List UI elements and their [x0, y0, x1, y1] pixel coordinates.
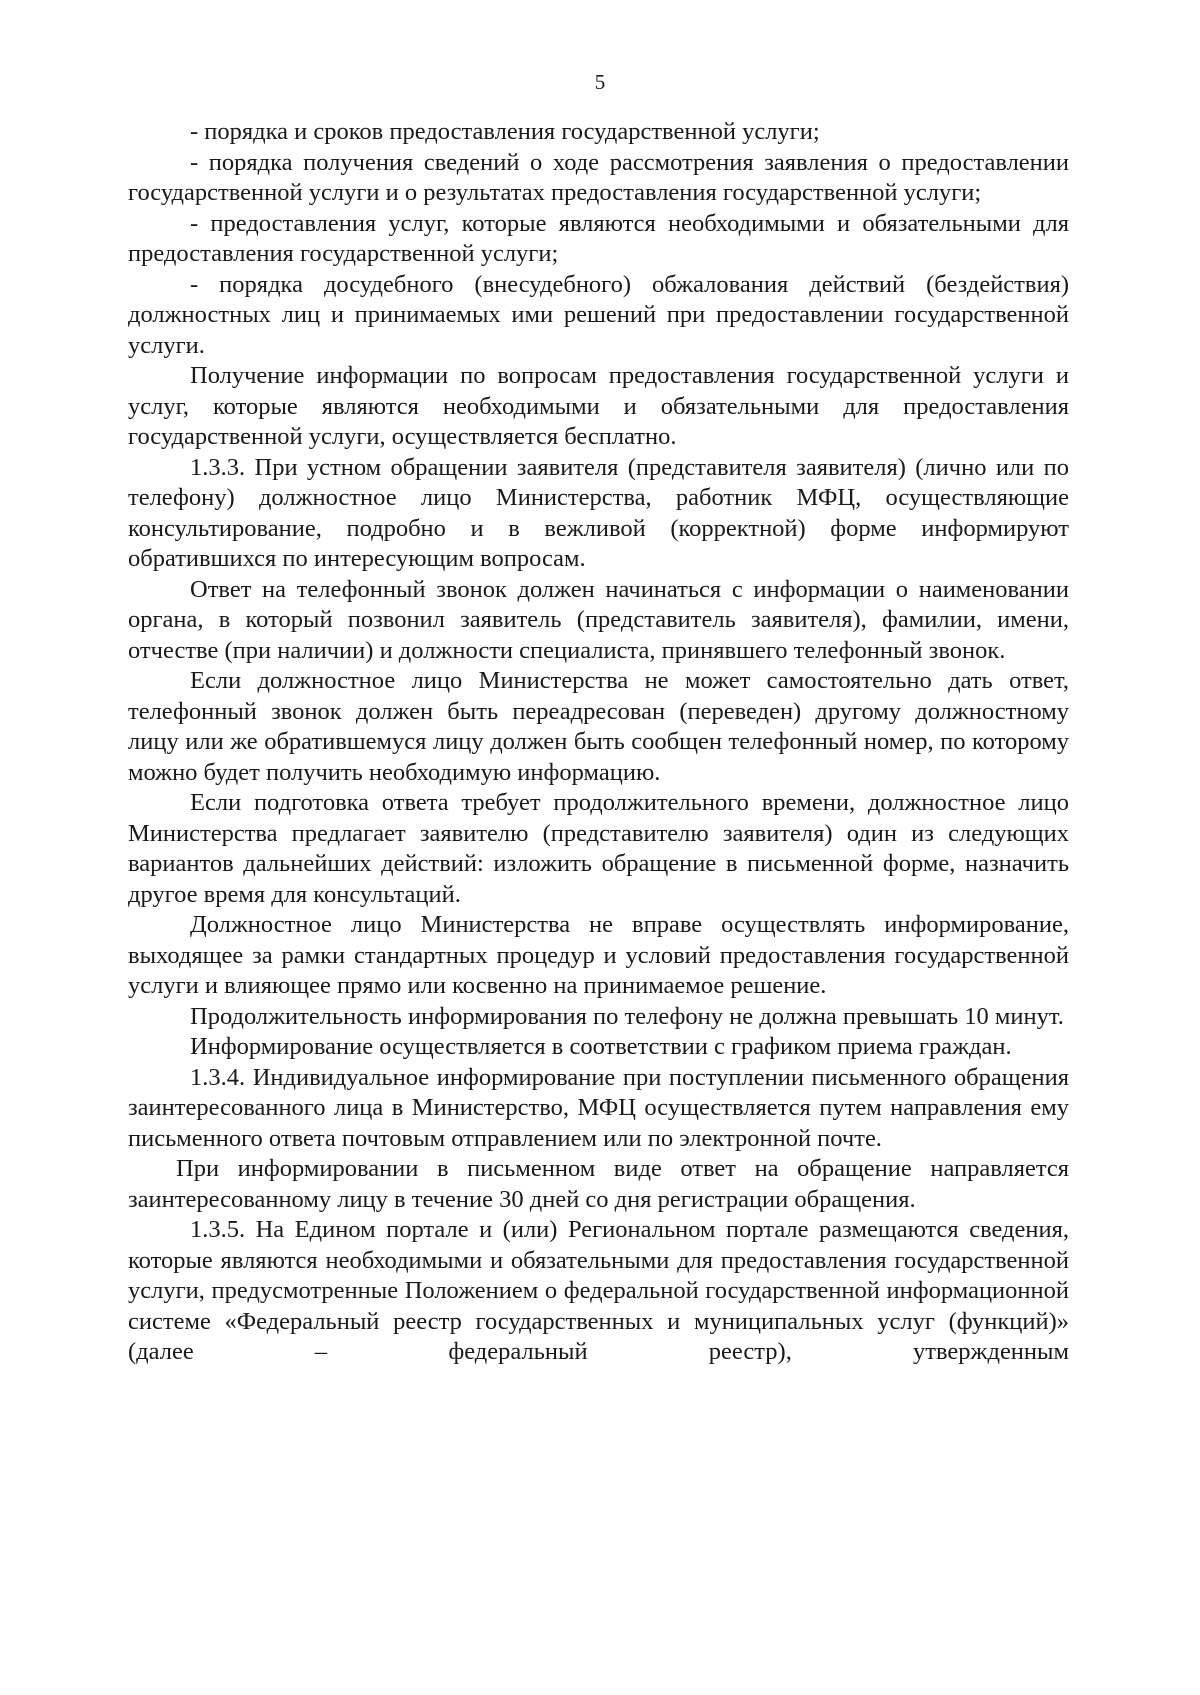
paragraph-2: - порядка получения сведений о ходе рассмотрения заявления о предоставлении государственной услуги и о результатах предоставления государственной услуги; — [128, 148, 1069, 206]
paragraph-14: При информировании в письменном виде ответ на обращение направляется заинтересованному лицу в течение 30 дней со дня регистрации обращения. — [128, 1155, 1069, 1213]
paragraph-5: Получение информации по вопросам предоставления государственной услуги и услуг, которые являются необходимыми и обязательными для предоставления государственной услуги, осуществляется бесплатно. — [128, 362, 1069, 450]
paragraph-13: 1.3.4. Индивидуальное информирование при поступлении письменного обращения заинтересованного лица в Министерство, МФЦ осуществляется путем направления ему письменного ответа почтовым отправлением или по электронной почте. — [128, 1063, 1069, 1152]
paragraph-6: 1.3.3. При устном обращении заявителя (представителя заявителя) (лично или по телефону) должностное лицо Министерства, работник МФЦ, осуществляющие консультирование, подробно и в вежливой (корректной) форме информируют обратившихся по интересующим вопросам. — [128, 453, 1069, 572]
document-body — [128, 117, 1069, 1368]
paragraph-3: - предоставления услуг, которые являются необходимыми и обязательными для предоставления государственной услуги; — [128, 209, 1069, 267]
paragraph-15: 1.3.5. На Едином портале и (или) Региональном портале размещаются сведения, которые являются необходимыми и обязательными для предоставления государственной услуги, предусмотренные Положением о федеральной государственной информационной системе «Федеральный реестр государственных и муниципальных услуг (функций)» (далее – федеральный реестр), утвержденным — [128, 1216, 1069, 1365]
paragraph-7: Ответ на телефонный звонок должен начинаться с информации о наименовании органа, в который позвонил заявитель (представитель заявителя), фамилии, имени, отчестве (при наличии) и должности специалиста, принявшего телефонный звонок. — [128, 575, 1069, 664]
paragraph-10: Должностное лицо Министерства не вправе осуществлять информирование, выходящее за рамки стандартных процедур и условий предоставления государственной услуги и влияющее прямо или косвенно на принимаемое решение. — [128, 911, 1069, 999]
paragraph-9: Если подготовка ответа требует продолжительного времени, должностное лицо Министерства предлагает заявителю (представителю заявителя) один из следующих вариантов дальнейших действий: изложить обращение в письменной форме, назначить другое время для консультаций. — [128, 789, 1069, 908]
paragraph-8: Если должностное лицо Министерства не может самостоятельно дать ответ, телефонный звонок должен быть переадресован (переведен) другому должностному лицу или же обратившемуся лицу должен быть сообщен телефонный номер, по которому можно будет получить необходимую информацию. — [128, 667, 1069, 786]
page-number: 5 — [594, 70, 606, 94]
paragraph-1: - порядка и сроков предоставления государственной услуги; — [190, 118, 820, 145]
paragraph-12: Информирование осуществляется в соответствии с графиком приема граждан. — [190, 1033, 1012, 1060]
paragraph-4: - порядка досудебного (внесудебного) обжалования действий (бездействия) должностных лиц и принимаемых ими решений при предоставлении государственной услуги. — [128, 270, 1069, 359]
paragraph-11: Продолжительность информирования по телефону не должна превышать 10 минут. — [190, 1002, 1064, 1030]
